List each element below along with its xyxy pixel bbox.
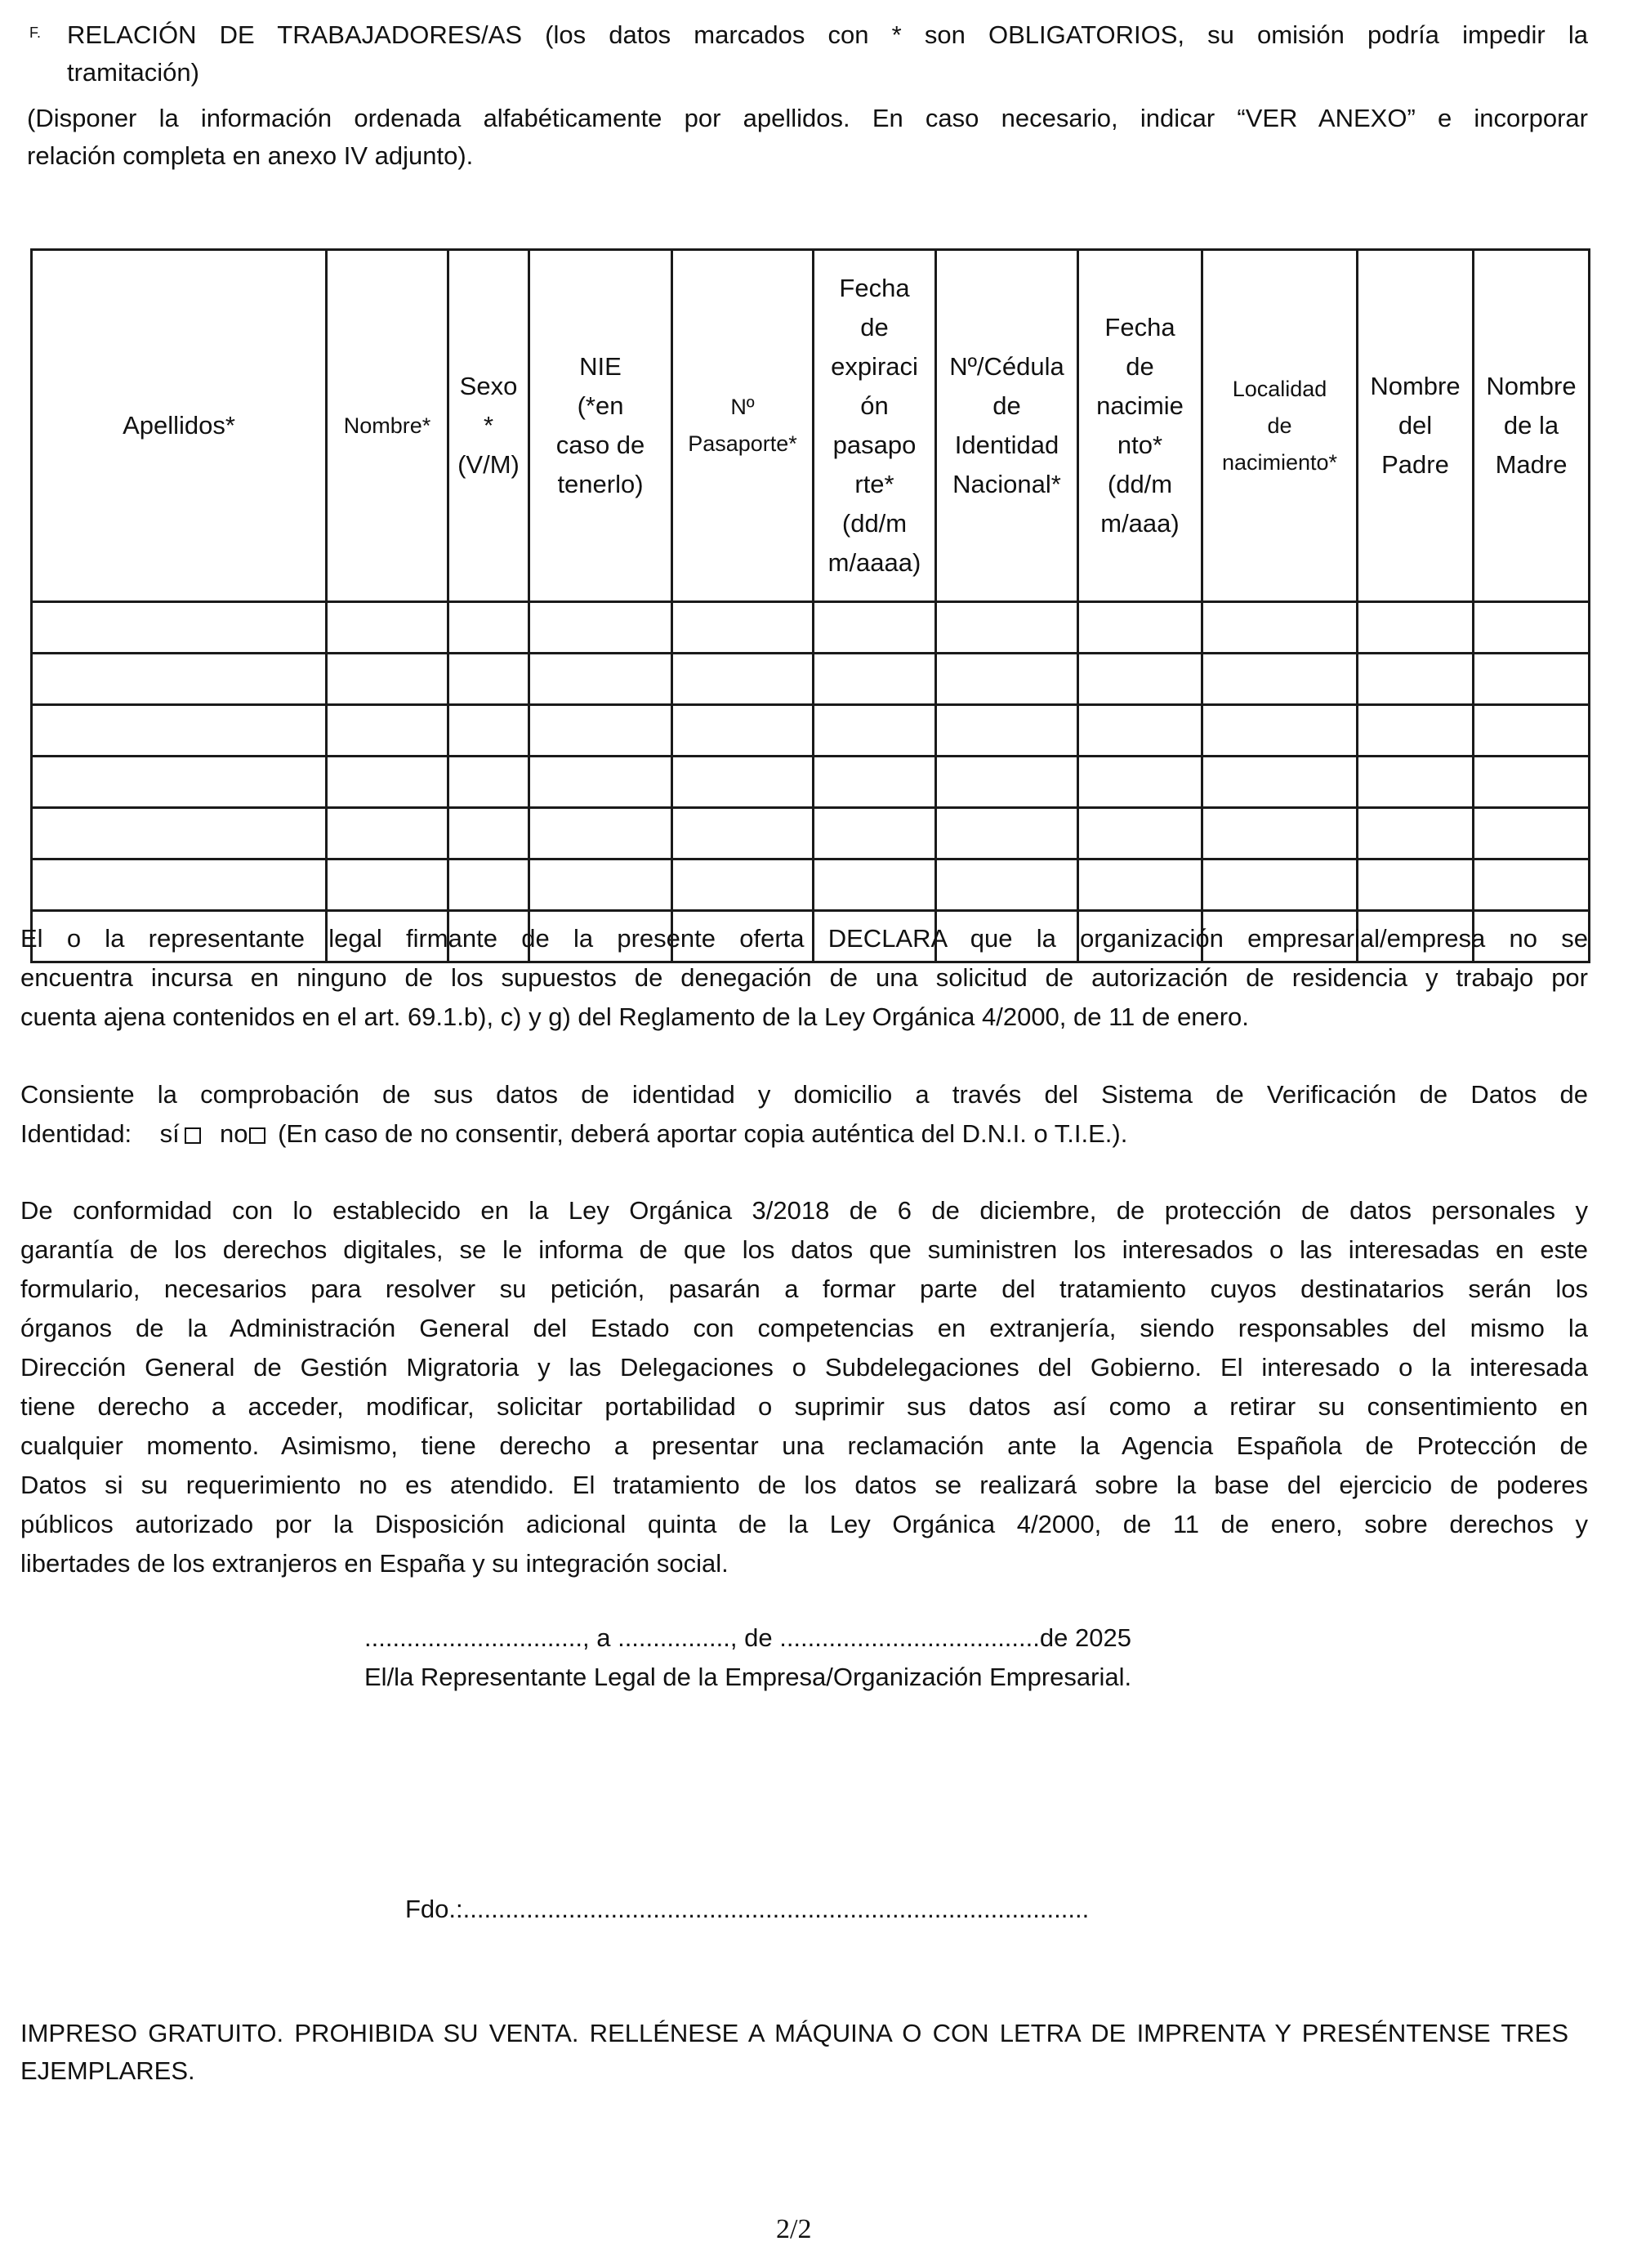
column-header-line: Nº/Cédula	[949, 352, 1064, 381]
table-cell[interactable]	[448, 808, 529, 859]
privacy-line: públicos autorizado por la Disposición adicional quinta de la Ley Orgánica 4/2000, de 11 de enero, sobre derechos y	[20, 1510, 1588, 1538]
section-title-continuation: tramitación)	[67, 58, 199, 87]
column-header-line: de la	[1503, 411, 1559, 440]
table-cell[interactable]	[529, 602, 672, 654]
table-cell[interactable]	[327, 859, 448, 911]
column-header-line: Pasaporte*	[688, 431, 797, 456]
column-header-line: Padre	[1381, 450, 1449, 479]
table-cell[interactable]	[672, 808, 814, 859]
table-cell[interactable]	[448, 705, 529, 757]
privacy-line: formulario, necesarios para resolver su petición, pasarán a formar parte del tratamiento cuyos destinatarios serán los	[20, 1275, 1588, 1303]
table-cell[interactable]	[529, 808, 672, 859]
workers-table	[30, 248, 1590, 963]
table-cell[interactable]	[814, 705, 936, 757]
section-letter: F.	[29, 25, 42, 41]
column-header-line: de	[992, 391, 1021, 420]
table-cell[interactable]	[1202, 808, 1358, 859]
consent-no-checkbox[interactable]	[249, 1127, 265, 1144]
table-cell[interactable]	[936, 808, 1078, 859]
table-cell[interactable]	[1202, 757, 1358, 808]
table-cell[interactable]	[936, 859, 1078, 911]
signature-role: El/la Representante Legal de la Empresa/Organización Empresarial.	[364, 1663, 1132, 1691]
column-header-line: Nombre	[1370, 372, 1461, 400]
column-header	[1358, 250, 1474, 602]
privacy-paragraph	[20, 1191, 1588, 1583]
table-row	[32, 859, 1590, 911]
column-header-line: pasapo	[832, 431, 917, 459]
table-cell[interactable]	[327, 602, 448, 654]
privacy-line: Datos si su requerimiento no es atendido. El tratamiento de los datos se realizará sobre la base del ejercicio de poderes	[20, 1471, 1588, 1499]
declaration-line: encuentra incursa en ninguno de los supuestos de denegación de una solicitud de autorización de residencia y trabajo por	[20, 963, 1588, 992]
table-cell[interactable]	[672, 757, 814, 808]
column-header-line: de	[1267, 413, 1292, 438]
column-header-line: expiraci	[831, 352, 918, 381]
table-cell[interactable]	[1078, 757, 1202, 808]
table-cell[interactable]	[1358, 654, 1474, 705]
column-header-line: Fecha	[839, 274, 910, 302]
table-cell[interactable]	[529, 705, 672, 757]
table-cell[interactable]	[1358, 757, 1474, 808]
column-header-line: nacimiento*	[1221, 449, 1338, 475]
column-header-line: Localidad	[1232, 376, 1327, 401]
table-cell[interactable]	[936, 602, 1078, 654]
consent-yes-label: sí	[159, 1119, 180, 1148]
column-header	[1474, 250, 1590, 602]
column-header-line: tenerlo)	[557, 470, 644, 498]
column-header-line: de	[1126, 352, 1154, 381]
table-cell[interactable]	[1358, 859, 1474, 911]
footer-notice-continuation: EJEMPLARES.	[20, 2056, 195, 2085]
privacy-line: libertades de los extranjeros en España y su integración social.	[20, 1549, 729, 1578]
column-header-line: NIE	[579, 352, 622, 381]
column-header-line: Fecha	[1104, 313, 1175, 342]
table-cell[interactable]	[327, 808, 448, 859]
table-cell[interactable]	[814, 757, 936, 808]
table-cell[interactable]	[327, 757, 448, 808]
column-header	[814, 250, 936, 602]
table-cell[interactable]	[936, 654, 1078, 705]
column-header	[327, 250, 448, 602]
table-cell[interactable]	[1358, 705, 1474, 757]
signature-date-line[interactable]: ..............................., a ................, de .....................................de 2025	[364, 1623, 1131, 1652]
signature-field[interactable]: Fdo.:.........................................................................................	[405, 1895, 1090, 1923]
privacy-line: órganos de la Administración General del Estado con competencias en extranjería, siendo responsables del mismo la	[20, 1314, 1588, 1342]
table-cell[interactable]	[448, 859, 529, 911]
table-row	[32, 808, 1590, 859]
table-cell[interactable]	[1202, 602, 1358, 654]
consent-line: Consiente la comprobación de sus datos de identidad y domicilio a través del Sistema de Verificación de Datos de	[20, 1080, 1588, 1109]
declaration-line: El o la representante legal firmante de la presente oferta DECLARA que la organización empresarial/empresa no se	[20, 924, 1588, 953]
table-cell[interactable]	[814, 602, 936, 654]
table-cell[interactable]	[1474, 757, 1590, 808]
privacy-line: tiene derecho a acceder, modificar, solicitar portabilidad o suprimir sus datos así como a retirar su consentimiento en	[20, 1392, 1588, 1421]
column-header-line: nacimie	[1096, 391, 1184, 420]
table-cell[interactable]	[529, 654, 672, 705]
table-cell[interactable]	[1202, 705, 1358, 757]
table-cell[interactable]	[1078, 859, 1202, 911]
table-cell[interactable]	[814, 859, 936, 911]
table-cell[interactable]	[448, 757, 529, 808]
declaration-paragraph	[20, 919, 1588, 1037]
table-cell[interactable]	[32, 705, 327, 757]
table-cell[interactable]	[32, 654, 327, 705]
column-header	[32, 250, 327, 602]
table-cell[interactable]	[529, 859, 672, 911]
consent-prefix: Identidad:	[20, 1119, 132, 1148]
table-cell[interactable]	[1078, 808, 1202, 859]
column-header-line: Nacional*	[952, 470, 1061, 498]
column-header-line: Identidad	[954, 431, 1059, 459]
table-cell[interactable]	[1078, 602, 1202, 654]
table-cell[interactable]	[1474, 602, 1590, 654]
column-header-line: Nombre*	[343, 413, 431, 438]
column-header	[1202, 250, 1358, 602]
table-cell[interactable]	[1078, 705, 1202, 757]
section-title: RELACIÓN DE TRABAJADORES/AS (los datos marcados con * son OBLIGATORIOS, su omisión podría impedir la	[67, 20, 1588, 49]
table-cell[interactable]	[672, 705, 814, 757]
column-header-line: m/aaaa)	[827, 548, 921, 577]
table-cell[interactable]	[814, 654, 936, 705]
column-header	[1078, 250, 1202, 602]
table-cell[interactable]	[1474, 705, 1590, 757]
table-cell[interactable]	[327, 654, 448, 705]
section-instructions-continuation: relación completa en anexo IV adjunto).	[27, 141, 474, 170]
table-cell[interactable]	[1474, 654, 1590, 705]
table-cell[interactable]	[672, 654, 814, 705]
table-cell[interactable]	[814, 808, 936, 859]
column-header-line: ón	[860, 391, 889, 420]
column-header-line: Nombre	[1486, 372, 1577, 400]
page-number: 2/2	[776, 2214, 812, 2244]
column-header-line: de	[860, 313, 889, 342]
consent-no-label: no	[219, 1119, 248, 1148]
table-cell[interactable]	[32, 757, 327, 808]
privacy-line: De conformidad con lo establecido en la Ley Orgánica 3/2018 de 6 de diciembre, de protección de datos personales y	[20, 1196, 1588, 1225]
table-cell[interactable]	[327, 705, 448, 757]
footer-notice: IMPRESO GRATUITO. PROHIBIDA SU VENTA. RELLÉNESE A MÁQUINA O CON LETRA DE IMPRENTA Y PRESÉNTENSE TRES	[20, 2019, 1568, 2047]
privacy-line: cualquier momento. Asimismo, tiene derecho a presentar una reclamación ante la Agencia Española de Protección de	[20, 1431, 1588, 1460]
table-row	[32, 602, 1590, 654]
table-cell[interactable]	[448, 654, 529, 705]
table-cell[interactable]	[32, 602, 327, 654]
table-cell[interactable]	[1202, 859, 1358, 911]
table-row	[32, 654, 1590, 705]
column-header-line: Sexo	[459, 372, 518, 400]
table-cell[interactable]	[936, 705, 1078, 757]
table-cell[interactable]	[1358, 808, 1474, 859]
column-header-line: Apellidos*	[123, 411, 235, 440]
table-cell[interactable]	[32, 808, 327, 859]
section-instructions: (Disponer la información ordenada alfabéticamente por apellidos. En caso necesario, indicar “VER ANEXO” e incorporar	[27, 104, 1588, 132]
table-cell[interactable]	[936, 757, 1078, 808]
column-header-line: m/aaa)	[1100, 509, 1180, 538]
column-header	[936, 250, 1078, 602]
column-header-line: rte*	[854, 470, 894, 498]
table-cell[interactable]	[1474, 859, 1590, 911]
table-cell[interactable]	[32, 859, 327, 911]
column-header-line: *	[483, 411, 494, 440]
table-cell[interactable]	[672, 602, 814, 654]
table-cell[interactable]	[1078, 654, 1202, 705]
table-cell[interactable]	[672, 859, 814, 911]
consent-note: (En caso de no consentir, deberá aportar copia auténtica del D.N.I. o T.I.E.).	[278, 1119, 1128, 1148]
table-header-row	[32, 250, 1590, 602]
column-header	[672, 250, 814, 602]
consent-yes-checkbox[interactable]	[185, 1127, 201, 1144]
table-cell[interactable]	[529, 757, 672, 808]
consent-options	[20, 1114, 1127, 1154]
declaration-line: cuenta ajena contenidos en el art. 69.1.b), c) y g) del Reglamento de la Ley Orgánica 4/2000, de 11 de enero.	[20, 1002, 1249, 1031]
column-header-line: caso de	[555, 431, 645, 459]
table-cell[interactable]	[1202, 654, 1358, 705]
column-header-line: (*en	[577, 391, 624, 420]
column-header-line: Nº	[730, 395, 755, 419]
column-header-line: (dd/m	[841, 509, 908, 538]
column-header-line: del	[1398, 411, 1433, 440]
table-cell[interactable]	[1474, 808, 1590, 859]
column-header-line: Madre	[1495, 450, 1568, 479]
table-row	[32, 757, 1590, 808]
column-header-line: (V/M)	[457, 450, 520, 479]
column-header-line: nto*	[1117, 431, 1163, 459]
table-cell[interactable]	[1358, 602, 1474, 654]
table-cell[interactable]	[448, 602, 529, 654]
column-header-line: (dd/m	[1107, 470, 1173, 498]
column-header	[529, 250, 672, 602]
privacy-line: Dirección General de Gestión Migratoria y las Delegaciones o Subdelegaciones del Gobierno. El interesado o la interesada	[20, 1353, 1588, 1382]
privacy-line: garantía de los derechos digitales, se le informa de que los datos que suministren los interesados o las interesadas en este	[20, 1235, 1588, 1264]
table-row	[32, 705, 1590, 757]
column-header	[448, 250, 529, 602]
